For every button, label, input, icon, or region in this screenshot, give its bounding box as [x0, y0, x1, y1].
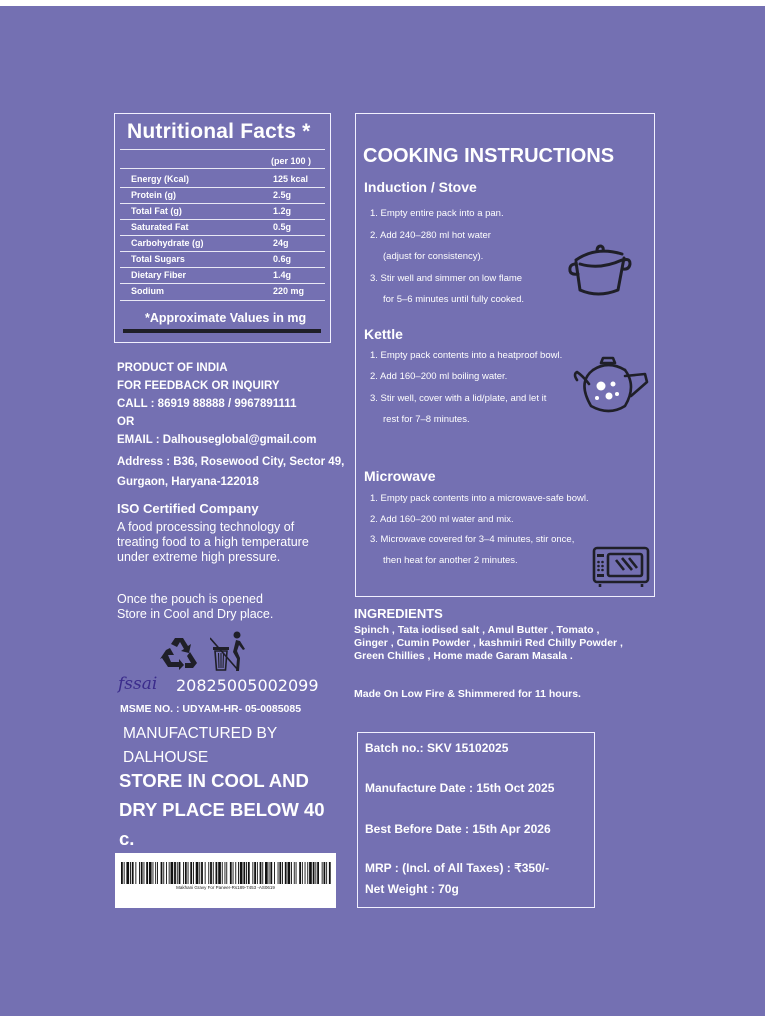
net-weight: Net Weight : 70g [365, 882, 459, 896]
cooking-title: COOKING INSTRUCTIONS [363, 145, 615, 167]
best-before-date: Best Before Date : 15th Apr 2026 [365, 822, 551, 836]
msme-number: MSME NO. : UDYAM-HR- 05-0085085 [120, 703, 302, 715]
nutrition-row-value: 0.5g [273, 222, 292, 232]
nutrition-row-label: Total Sugars [131, 254, 185, 264]
nutrition-row-label: Sodium [131, 286, 164, 296]
manufacture-date: Manufacture Date : 15th Oct 2025 [365, 781, 555, 795]
nutrition-row-value: 1.4g [273, 270, 292, 280]
or-label: OR [117, 416, 135, 428]
manufactured-by [123, 722, 323, 770]
nutrition-row-divider [120, 300, 325, 301]
microwave-icon [592, 546, 650, 588]
nutrition-title: Nutritional Facts * [127, 120, 311, 143]
address-line-2: Gurgaon, Haryana-122018 [117, 476, 259, 488]
ingredients-list: Spinch , Tata iodised salt , Amul Butter , Tomato , Ginger , Cumin Powder , kashmiri Red Chilly Powder , Green Chillies , Home made Garam Masala . [354, 624, 623, 662]
kettle-step: 2. Add 160–200 ml boiling water. [370, 371, 508, 382]
microwave-step: 2. Add 160–200 ml water and mix. [370, 514, 514, 525]
manufactured-by-label: MANUFACTURED BY [123, 725, 278, 742]
kettle-step: 1. Empty pack contents into a heatproof bowl. [370, 350, 563, 361]
stove-step: for 5–6 minutes until fully cooked. [383, 294, 524, 305]
nutrition-row-value: 2.5g [273, 190, 292, 200]
nutrition-divider [120, 149, 325, 150]
feedback-label: FOR FEEDBACK OR INQUIRY [117, 380, 280, 392]
stove-heading: Induction / Stove [364, 179, 477, 195]
cooking-pot-icon [566, 244, 634, 298]
pouch-instruction-1: Once the pouch is opened [117, 592, 263, 606]
batch-number: Batch no.: SKV 15102025 [365, 741, 509, 755]
nutrition-row-divider [120, 267, 325, 268]
stove-step: 2. Add 240–280 ml hot water [370, 230, 491, 241]
nutrition-per-label: (per 100 ) [271, 156, 312, 166]
nutrition-divider [120, 168, 325, 169]
microwave-step: then heat for another 2 minutes. [383, 555, 518, 566]
nutrition-row-divider [120, 283, 325, 284]
barcode-bars [115, 853, 336, 908]
iso-title: ISO Certified Company [117, 501, 259, 516]
nutrition-row-value: 125 kcal [273, 174, 309, 184]
recycle-icon [160, 636, 198, 670]
kettle-heading: Kettle [364, 326, 403, 342]
nutrition-row-label: Dietary Fiber [131, 270, 187, 280]
nutrition-bottom-bar [123, 329, 321, 333]
nutrition-row-label: Saturated Fat [131, 222, 189, 232]
email-address: EMAIL : Dalhouseglobal@gmail.com [117, 434, 317, 446]
microwave-step: 1. Empty pack contents into a microwave-safe bowl. [370, 493, 589, 504]
kettle-step: 3. Stir well, cover with a lid/plate, and let it [370, 393, 547, 404]
stove-step: 3. Stir well and simmer on low flame [370, 273, 523, 284]
manufacturer-name: DALHOUSE [123, 749, 209, 766]
nutrition-row-divider [120, 187, 325, 188]
microwave-step: 3. Microwave covered for 3–4 minutes, stir once, [370, 534, 575, 545]
phone-numbers: CALL : 86919 88888 / 9967891111 [117, 398, 297, 410]
barcode-caption: Makhani Gravy For Paneer-Rs189-7453 -AS0619 [176, 885, 275, 890]
nutrition-row-divider [120, 203, 325, 204]
nutrition-row-divider [120, 219, 325, 220]
mrp-price: MRP : (Incl. of All Taxes) : ₹350/- [365, 861, 550, 875]
ingredients-title: INGREDIENTS [354, 606, 443, 621]
iso-description: A food processing technology of treating food to a high temperature under extreme high pressure. [117, 520, 309, 564]
storage-warning: STORE IN COOL AND DRY PLACE BELOW 40 c. [119, 770, 325, 849]
nutrition-row-value: 24g [273, 238, 289, 248]
kettle-icon [573, 354, 649, 416]
stove-step: 1. Empty entire pack into a pan. [370, 208, 504, 219]
nutrition-row-divider [120, 235, 325, 236]
nutrition-row-label: Carbohydrate (g) [131, 238, 204, 248]
dustbin-icon [210, 630, 246, 672]
nutrition-row-label: Protein (g) [131, 190, 176, 200]
nutrition-row-value: 220 mg [273, 286, 305, 296]
product-origin: PRODUCT OF INDIA [117, 362, 228, 374]
stove-step: (adjust for consistency). [383, 251, 484, 262]
nutrition-row-label: Total Fat (g) [131, 206, 182, 216]
nutrition-row-divider [120, 251, 325, 252]
nutrition-note: *Approximate Values in mg [145, 311, 307, 325]
pouch-instruction-2: Store in Cool and Dry place. [117, 607, 274, 621]
microwave-heading: Microwave [364, 468, 436, 484]
kettle-step: rest for 7–8 minutes. [383, 414, 470, 425]
address-line-1: Address : B36, Rosewood City, Sector 49, [117, 456, 345, 468]
nutrition-row-label: Energy (Kcal) [131, 174, 190, 184]
nutrition-row-value: 1.2g [273, 206, 292, 216]
fssai-logo: fssai [118, 674, 158, 694]
barcode [115, 853, 336, 908]
nutrition-row-value: 0.6g [273, 254, 292, 264]
preparation-note: Made On Low Fire & Shimmered for 11 hours. [354, 688, 581, 700]
fssai-license-number: 20825005002099 [176, 676, 319, 695]
